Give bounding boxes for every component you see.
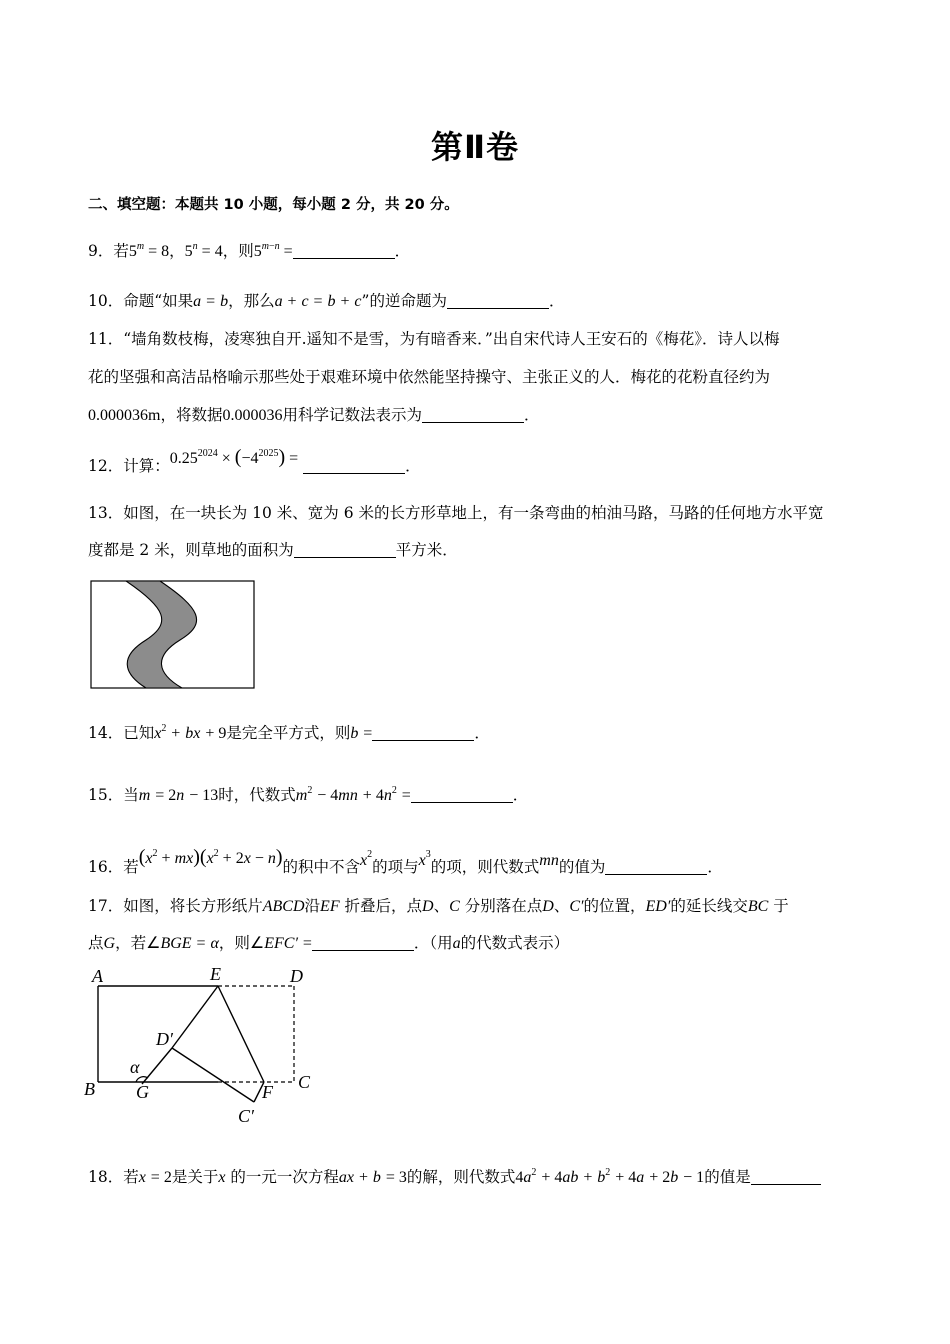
- question-10: 10．命题“如果a = b，那么a + c = b + c”的逆命题为 ．: [88, 292, 565, 310]
- question-18: 18．若x = 2是关于x 的一元一次方程ax + b = 3的解，则代数式$4a^2 + 4ab + b^2 + 4a + 2b - 1$的值是: [88, 1166, 821, 1189]
- page-title: 第Ⅱ卷: [430, 128, 520, 166]
- label-A: A: [92, 966, 103, 986]
- answer-blank[interactable]: [293, 244, 395, 259]
- answer-blank[interactable]: [312, 936, 414, 951]
- label-D: D: [290, 966, 303, 986]
- label-G: G: [136, 1082, 149, 1102]
- answer-blank[interactable]: [751, 1170, 821, 1185]
- question-14: 14．已知$x^2$ + bx + 9是完全平方式，则b = ．: [88, 723, 490, 742]
- folding-figure: [80, 962, 330, 1132]
- answer-blank[interactable]: [411, 788, 513, 803]
- label-D-prime: D′: [156, 1029, 173, 1049]
- label-C: C: [298, 1072, 311, 1092]
- question-11-line3: 0.000036m，将数据0.000036用科学记数法表示为 ．: [88, 406, 540, 424]
- label-F: F: [262, 1082, 273, 1102]
- segment-ED-prime: [172, 986, 218, 1048]
- road-figure: [88, 578, 258, 692]
- question-9: 9．若$5^m = 8$，$5^n = 4$，则$5^{m-n}$ = ．: [88, 241, 411, 260]
- question-13-line2: 度都是 2 米，则草地的面积为 平方米．: [88, 541, 458, 559]
- answer-blank[interactable]: [303, 459, 405, 474]
- label-E: E: [210, 964, 221, 984]
- segment-EF: [218, 986, 264, 1082]
- question-11-line1: 11．“墙角数枝梅，凌寒独自开.遥知不是雪，为有暗香来．”出自宋代诗人王安石的《梅花》．诗人以梅: [88, 330, 780, 348]
- question-13-line1: 13．如图，在一块长为 10 米、宽为 6 米的长方形草地上，有一条弯曲的柏油马路，马路的任何地方水平宽: [88, 504, 824, 522]
- answer-blank[interactable]: [447, 294, 549, 309]
- segment-DG: [142, 1048, 172, 1084]
- question-17-line1: 17．如图，将长方形纸片ABCD沿EF 折叠后，点D、C 分别落在点D、C′的位置，ED′的延长线交BC 于: [88, 897, 789, 915]
- question-15: 15．当m = 2n − 13时，代数式$m^2 - 4mn + 4n^2$ = ．: [88, 785, 529, 804]
- answer-blank[interactable]: [605, 860, 707, 875]
- question-17-line2: 点G，若∠BGE = α，则∠EFC′ = ．（用a的代数式表示）: [88, 934, 570, 952]
- answer-blank[interactable]: [294, 543, 396, 558]
- answer-blank[interactable]: [372, 726, 474, 741]
- segment-D-prime-C-prime: [172, 1048, 254, 1102]
- question-16: 16．若$(x^2 + mx)(x^2 + 2x - n)$的积中不含$x^2$的项与$x^3$的项，则代数式mn的值为 ．: [88, 846, 723, 876]
- question-11-line2: 花的坚强和高洁品格喻示那些处于艰难环境中依然能坚持操守、主张正义的人．梅花的花粉直径约为: [88, 368, 771, 386]
- answer-blank[interactable]: [422, 408, 524, 423]
- label-C-prime: C′: [238, 1106, 254, 1126]
- label-B: B: [84, 1079, 95, 1099]
- question-12: 12．计算：$0.25^{2024} \times (-4^{2025})$ = ．: [88, 446, 421, 475]
- label-alpha: α: [130, 1057, 140, 1077]
- section-header: 二、填空题：本题共 10 小题，每小题 2 分，共 20 分。: [88, 197, 459, 213]
